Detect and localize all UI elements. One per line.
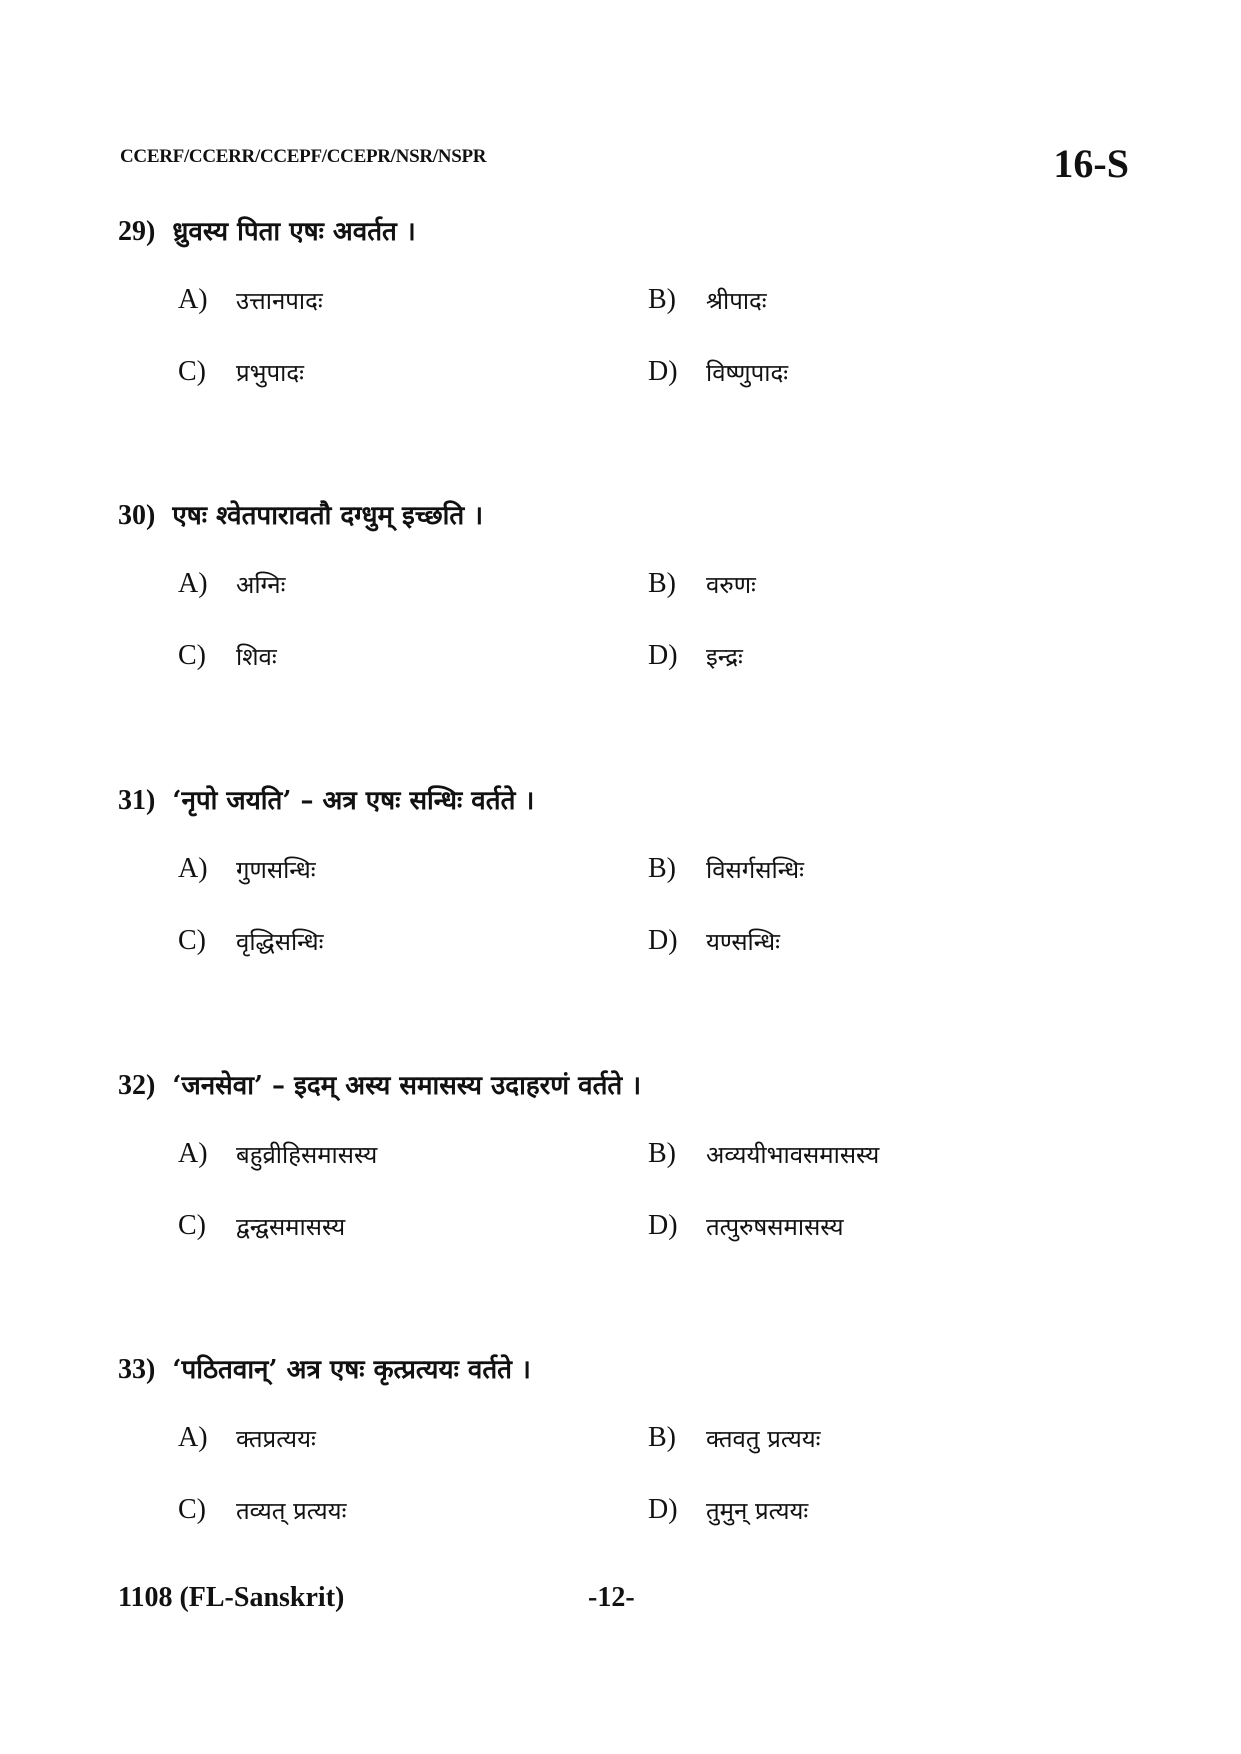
- option-letter: D): [648, 1494, 678, 1525]
- question-text: ‘जनसेवा’ – इदम् अस्य समासस्य उदाहरणं वर्तते ।: [172, 1071, 642, 1101]
- question-text: ध्रुवस्य पिता एषः अवर्तत ।: [172, 217, 416, 247]
- options-group: [118, 1106, 1128, 1256]
- option-text: अग्निः: [236, 570, 286, 599]
- page-number: -12-: [588, 1582, 635, 1613]
- option-text: तत्पुरुषसमासस्य: [706, 1212, 844, 1241]
- question-33: [118, 1350, 1128, 1540]
- option-text: वरुणः: [706, 570, 756, 599]
- option-text: बहुव्रीहिसमासस्य: [236, 1140, 378, 1169]
- option-letter: A): [178, 284, 208, 315]
- option-text: इन्द्रः: [706, 642, 743, 671]
- option-text: गुणसन्धिः: [236, 855, 316, 884]
- option-letter: A): [178, 853, 208, 884]
- option-a[interactable]: [178, 564, 285, 604]
- option-b[interactable]: [648, 280, 767, 320]
- option-c[interactable]: [178, 1490, 346, 1530]
- question-31: [118, 781, 1128, 971]
- option-letter: D): [648, 1210, 678, 1241]
- option-text: प्रभुपादः: [236, 358, 304, 387]
- option-letter: B): [648, 1422, 676, 1453]
- option-b[interactable]: [648, 1134, 879, 1174]
- options-group: [118, 821, 1128, 971]
- footer-code: 1108 (FL-Sanskrit): [118, 1582, 345, 1613]
- option-text: यण्सन्धिः: [706, 927, 781, 956]
- question-stem: [118, 212, 1128, 252]
- option-letter: A): [178, 1422, 208, 1453]
- option-a[interactable]: [178, 1418, 316, 1458]
- option-text: द्वन्द्वसमासस्य: [236, 1212, 346, 1241]
- option-d[interactable]: [648, 1490, 808, 1530]
- option-text: विष्णुपादः: [706, 358, 789, 387]
- option-d[interactable]: [648, 352, 788, 392]
- question-32: [118, 1066, 1128, 1256]
- option-text: क्तवतु प्रत्ययः: [706, 1424, 821, 1453]
- question-number: 33): [118, 1354, 156, 1385]
- option-text: क्तप्रत्ययः: [236, 1424, 316, 1453]
- question-29: [118, 212, 1128, 402]
- option-letter: B): [648, 853, 676, 884]
- option-letter: C): [178, 356, 206, 387]
- option-a[interactable]: [178, 849, 316, 889]
- question-30: [118, 496, 1128, 686]
- option-d[interactable]: [648, 921, 780, 961]
- question-stem: [118, 1350, 1128, 1390]
- option-text: वृद्धिसन्धिः: [236, 927, 324, 956]
- option-a[interactable]: [178, 1134, 377, 1174]
- option-c[interactable]: [178, 921, 323, 961]
- option-c[interactable]: [178, 1206, 345, 1246]
- option-text: शिवः: [236, 642, 277, 671]
- option-letter: C): [178, 1494, 206, 1525]
- option-text: तव्यत् प्रत्ययः: [236, 1496, 347, 1525]
- question-text: ‘नृपो जयति’ – अत्र एषः सन्धिः वर्तते ।: [172, 786, 535, 816]
- question-text: एषः श्वेतपारावतौ दग्धुम् इच्छति ।: [172, 501, 484, 531]
- option-letter: D): [648, 356, 678, 387]
- option-letter: D): [648, 925, 678, 956]
- question-stem: [118, 1066, 1128, 1106]
- option-a[interactable]: [178, 280, 323, 320]
- option-text: श्रीपादः: [706, 286, 767, 315]
- question-number: 30): [118, 500, 156, 531]
- option-letter: A): [178, 1138, 208, 1169]
- option-d[interactable]: [648, 1206, 844, 1246]
- option-b[interactable]: [648, 849, 804, 889]
- options-group: [118, 1390, 1128, 1540]
- options-group: [118, 536, 1128, 686]
- option-letter: C): [178, 1210, 206, 1241]
- question-stem: [118, 496, 1128, 536]
- option-letter: B): [648, 1138, 676, 1169]
- option-letter: B): [648, 568, 676, 599]
- option-letter: B): [648, 284, 676, 315]
- option-b[interactable]: [648, 564, 756, 604]
- options-group: [118, 252, 1128, 402]
- set-code: 16-S: [1053, 141, 1129, 186]
- option-text: उत्तानपादः: [236, 286, 323, 315]
- option-letter: A): [178, 568, 208, 599]
- option-text: तुमुन् प्रत्ययः: [706, 1496, 809, 1525]
- question-number: 31): [118, 785, 156, 816]
- option-c[interactable]: [178, 636, 277, 676]
- option-b[interactable]: [648, 1418, 821, 1458]
- question-text: ‘पठितवान्’ अत्र एषः कृत्प्रत्ययः वर्तते ।: [172, 1355, 531, 1385]
- option-letter: C): [178, 925, 206, 956]
- option-text: अव्ययीभावसमासस्य: [706, 1140, 880, 1169]
- option-letter: D): [648, 640, 678, 671]
- option-letter: C): [178, 640, 206, 671]
- option-c[interactable]: [178, 352, 304, 392]
- question-number: 29): [118, 216, 156, 247]
- option-text: विसर्गसन्धिः: [706, 855, 804, 884]
- question-stem: [118, 781, 1128, 821]
- header-codes: CCERF/CCERR/CCEPF/CCEPR/NSR/NSPR: [120, 146, 487, 167]
- question-number: 32): [118, 1070, 156, 1101]
- option-d[interactable]: [648, 636, 743, 676]
